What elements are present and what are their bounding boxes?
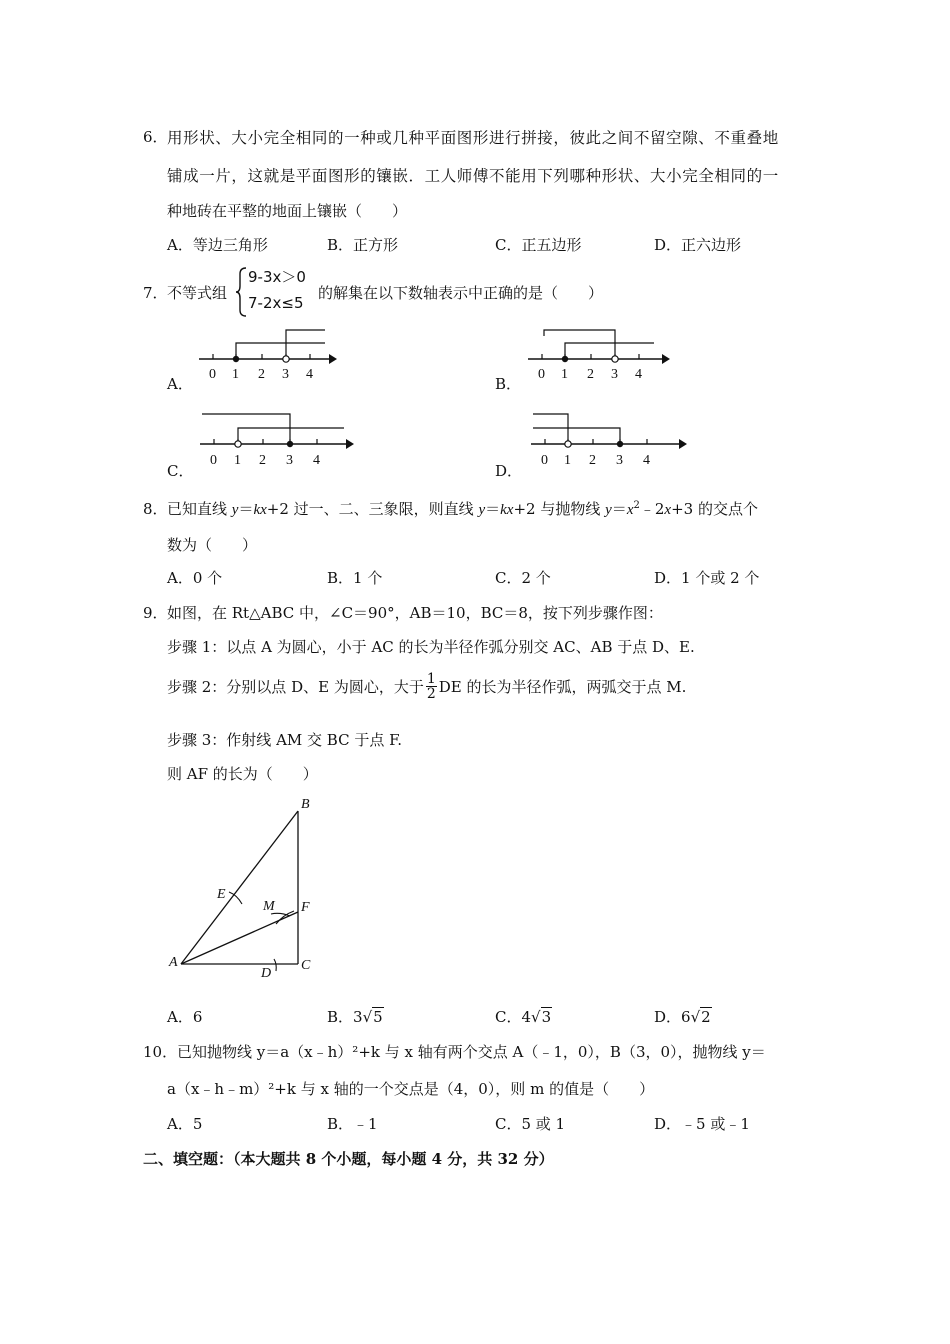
q7-number: 7． xyxy=(143,284,168,302)
q6-line3: 种地砖在平整的地面上镶嵌（ ） xyxy=(167,202,408,220)
q7-option-d-label[interactable]: D． xyxy=(495,462,523,480)
q8-option-a[interactable]: A．0 个 xyxy=(167,569,223,587)
brace-icon xyxy=(234,266,248,318)
q9-question: 则 AF 的长为（ ） xyxy=(167,765,318,783)
tick-label: 3 xyxy=(286,453,293,468)
tick-label: 3 xyxy=(616,453,623,468)
q8-line1: 已知直线 y＝kx+2 过一、二、三象限，则直线 y＝kx+2 与抛物线 $y=x^2﹣2x+3$ 的交点个 xyxy=(167,500,758,518)
q10-option-d[interactable]: D．﹣5 或﹣1 xyxy=(654,1115,750,1133)
fraction-one-half: $\frac{1}{2}$ xyxy=(426,671,436,702)
sqrt-icon: √2 xyxy=(690,1008,711,1026)
q10-line1: 已知抛物线 y＝a（x﹣h）²+k 与 x 轴有两个交点 A（﹣1，0），B（3，0），抛物线 y＝ xyxy=(177,1043,766,1061)
q10-number: 10． xyxy=(143,1043,178,1061)
tick-label: 4 xyxy=(643,453,650,468)
q9-number: 9． xyxy=(143,604,168,622)
tick-label: 0 xyxy=(538,367,545,382)
q9-option-b[interactable]: B．3√5 xyxy=(327,1008,383,1026)
tick-label: 0 xyxy=(541,453,548,468)
triangle-figure xyxy=(166,794,326,984)
q9-step1: 步骤 1：以点 A 为圆心，小于 AC 的长为半径作弧分别交 AC、AB 于点 D、E. xyxy=(167,638,695,656)
q7-option-a-label[interactable]: A． xyxy=(167,375,193,393)
q6-option-d[interactable]: D．正六边形 xyxy=(654,236,742,254)
tick-label: 0 xyxy=(209,367,216,382)
q10-option-b[interactable]: B．﹣1 xyxy=(327,1115,378,1133)
number-line-b[interactable] xyxy=(524,322,674,384)
q7-prefix: 不等式组 xyxy=(167,284,228,302)
number-line-a[interactable] xyxy=(195,322,340,384)
point-label-c: C xyxy=(301,958,311,973)
q8-option-b[interactable]: B．1 个 xyxy=(327,569,383,587)
q9-step3: 步骤 3：作射线 AM 交 BC 于点 F. xyxy=(167,731,402,749)
sqrt-icon: √5 xyxy=(362,1008,383,1026)
point-label-a: A xyxy=(169,955,178,970)
q8-option-c[interactable]: C．2 个 xyxy=(495,569,551,587)
q6-line1: 用形状、大小完全相同的一种或几种平面图形进行拼接，彼此之间不留空隙、不重叠地 xyxy=(167,129,779,147)
q7-inequality-2: 7-2x≤5 xyxy=(248,294,304,312)
q9-step2: 步骤 2：分别以点 D、E 为圆心，大于 $\frac{1}{2}$ DE 的长为半径作弧，两弧交于点 M. xyxy=(167,671,687,702)
number-line-d[interactable] xyxy=(527,408,692,470)
q10-option-c[interactable]: C．5 或 1 xyxy=(495,1115,566,1133)
tick-label: 1 xyxy=(564,453,571,468)
tick-label: 1 xyxy=(232,367,239,382)
q6-option-a[interactable]: A．等边三角形 xyxy=(167,236,268,254)
q6-option-c[interactable]: C．正五边形 xyxy=(495,236,582,254)
tick-label: 2 xyxy=(258,367,265,382)
tick-label: 4 xyxy=(306,367,313,382)
q8-line2: 数为（ ） xyxy=(167,536,258,554)
point-label-d: D xyxy=(261,966,272,981)
section-2-heading: 二、填空题：（本大题共 8 个小题，每小题 4 分，共 32 分） xyxy=(143,1150,554,1168)
q8-number: 8． xyxy=(143,500,168,518)
point-label-f: F xyxy=(301,900,310,915)
q10-line2: a（x﹣h﹣m）²+k 与 x 轴的一个交点是（4，0），则 m 的值是（ ） xyxy=(167,1080,655,1098)
q10-option-a[interactable]: A．5 xyxy=(167,1115,203,1133)
tick-label: 3 xyxy=(282,367,289,382)
sqrt-icon: √3 xyxy=(531,1008,552,1026)
q9-option-c[interactable]: C．4√3 xyxy=(495,1008,552,1026)
tick-label: 2 xyxy=(259,453,266,468)
tick-label: 4 xyxy=(313,453,320,468)
q6-line2: 铺成一片，这就是平面图形的镶嵌．工人师傅不能用下列哪种形状、大小完全相同的一 xyxy=(167,167,779,185)
tick-label: 0 xyxy=(210,453,217,468)
point-label-e: E xyxy=(217,887,226,902)
tick-label: 1 xyxy=(234,453,241,468)
tick-label: 4 xyxy=(635,367,642,382)
tick-label: 2 xyxy=(587,367,594,382)
q9-option-a[interactable]: A．6 xyxy=(167,1008,203,1026)
number-line-c[interactable] xyxy=(196,408,358,470)
tick-label: 3 xyxy=(611,367,618,382)
q7-inequality-1: 9-3x＞0 xyxy=(248,268,306,286)
q6-number: 6． xyxy=(143,128,168,146)
q9-intro: 如图，在 Rt△ABC 中，∠C＝90°，AB＝10，BC＝8，按下列步骤作图： xyxy=(167,604,663,622)
point-label-b: B xyxy=(301,797,310,812)
q7-option-b-label[interactable]: B． xyxy=(495,375,522,393)
q6-option-b[interactable]: B．正方形 xyxy=(327,236,399,254)
q9-option-d[interactable]: D．6√2 xyxy=(654,1008,711,1026)
q8-option-d[interactable]: D．1 个或 2 个 xyxy=(654,569,760,587)
tick-label: 1 xyxy=(561,367,568,382)
q7-option-c-label[interactable]: C． xyxy=(167,462,194,480)
q7-suffix: 的解集在以下数轴表示中正确的是（ ） xyxy=(318,284,604,302)
point-label-m: M xyxy=(263,899,275,914)
tick-label: 2 xyxy=(589,453,596,468)
